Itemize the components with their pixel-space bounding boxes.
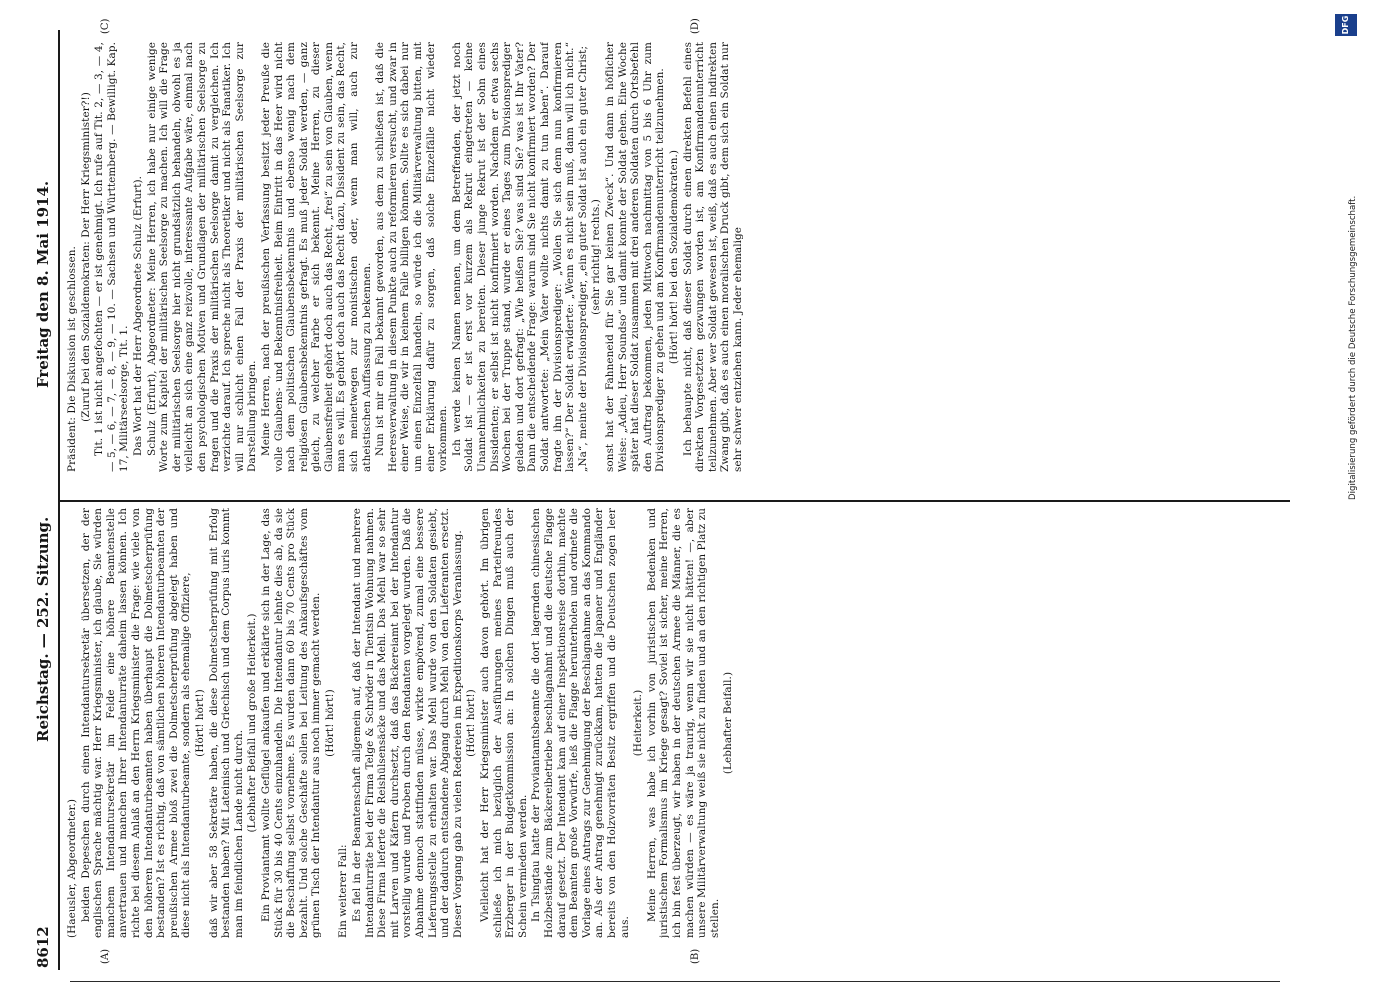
paragraph: sonst hat der Fahneneid für Sie gar keinen Zweck“. Und dann in höflicher Weise: „Adieu, Herr Soundso“ und damit konnte der Soldat gehen. Eine Woche später hat dieser Soldat zusammen mit drei anderen Soldaten durch Ortsbefehl den Auftrag bekommen, jeden Mittwoch nachmittag von 5 bis 6 Uhr zum Divisionsprediger zu gehen und am Konfirmandenunterricht teilzunehmen. (603, 42, 667, 472)
paragraph: Nun ist mir ein Fall bekannt geworden, aus dem zu schließen ist, daß die Heeresverwaltung in diesem Punkte auch zu reformieren versucht, und zwar in einer Weise, die wir in keinem Falle billigen können. Sollte es sich dabei nur um einen Einzelfall handeln, so würde ich die Militärverwaltung bitten, mit einer Erklärung dafür zu sorgen, daß solche Einzelfälle nicht wieder vorkommen. (374, 42, 450, 472)
paragraph: (Hört! hört!) (323, 689, 336, 757)
paragraph: Ich behaupte nicht, daß dieser Soldat durch einen direkten Befehl eines direkten Vorgesetzten gezwungen worden ist, am Konfirmandenunterricht teilzunehmen. Aber wer Soldat gewesen ist, weiß, daß es auch einen indirekten Zwang gibt, daß es auch einen moralischen Druck gibt, dem sich ein Soldat nur sehr schwer entziehen kann. Jeder ehemalige (681, 42, 744, 472)
paragraph: beiden Depeschen durch einen Intendantursekretär übersetzen, der der englischen Sprache mächtig war. Herr Kriegsminister, ich glaube, Sie würden manchem Intendantursekretär im Felde eine höhere Beamtenstelle anvertrauen und manchen Ihrer Intendanturräte daheim lassen können. Ich richte bei diesem Anlaß an den Herrn Kriegsminister die Frage: wie viele von den höheren Intendanturbeamten haben überhaupt die Dolmetscherprüfung bestanden? Ist es richtig, daß von sämtlichen höheren Intendanturbeamten der preußischen Armee bloß zwei die Dolmetscherprüfung abgelegt haben und diese nicht als Intendanturbeamte, sondern als ehemalige Offiziere, (79, 508, 193, 938)
paragraph: Tit. 1 ist nicht angefochten — er ist genehmigt. Ich rufe auf Tit. 2, — 3, — 4, — 5, — 6, — 7, — 8, — 9, — 10. — Sachsen und Württemberg. — Bewilligt. Kap. 17, Militärseelsorge, Tit. 1. (93, 42, 131, 472)
paragraph: Das Wort hat der Herr Abgeordnete Schulz (Erfurt). (131, 175, 144, 456)
paragraph: (Hört! hört!) (193, 689, 206, 757)
paragraph: Schulz (Erfurt), Abgeordneter: Meine Herren, ich habe nur einige wenige Worte zum Kapitel der militärischen Seelsorge zu machen. Ich will die Frage der militärischen Seelsorge hier nicht grundsätzlich behandeln, obwohl es ja vielleicht an sich eine ganz reizvolle, interessante Aufgabe wäre, einmal nach den psychologischen Motiven und Grundlagen der militärischen Seelsorge zu fragen und die Praxis der militärischen Seelsorge damit zu vergleichen. Ich verzichte darauf. Ich spreche nicht als Theoretiker und nicht als Fanatiker. Ich will nur schlicht einen Fall der Praxis der militärischen Seelsorge zur Darstellung bringen. (145, 42, 259, 472)
session-date: Freitag den 8. Mai 1914. (34, 180, 52, 388)
paragraph: Ein Proviantamt wollte Geflügel ankaufen und erklärte sich in der Lage, das Stück für 30 bis 40 Cents einzuhandeln. Die Intendantur lehnte dies ab, da sie die Beschaffung selbst vornehme. Es wurden dann 60 bis 70 Cents pro Stück bezahlt. Und solche Geschäfte sollen bei Leitung des Ankaufsgeschäftes vom grünen Tisch der Intendantur aus noch immer gemacht werden. (259, 508, 323, 938)
margin-letter-b: (B) (690, 948, 701, 964)
margin-letter-a: (A) (100, 948, 111, 964)
paragraph: (Hört! hört!) (465, 689, 478, 757)
paragraph: In Tsingtau hatte der Proviantamtsbeamte die dort lagernden chinesischen Holzbestände zum Bäckereibetriebe beschlagnahmt und die deutsche Flagge darauf gesetzt. Der Intendant kam auf einer Inspektionsreise dorthin, machte dem Beamten große Vorwürfe, ließ die Flagge herunterholen und ordnete die Vorlage eines Antrags zur Genehmigung der Beschlagnahme an das Kommando an. Als der Antrag genehmigt zurückkam, hatten die Japaner und Engländer bereits von den Holzvorräten Besitz ergriffen und die Deutschen zogen leer aus. (530, 508, 631, 938)
digitization-note: Digitalisierung gefördert durch die Deutsche Forschungsgemeinschaft. (1348, 195, 1358, 500)
left-border-line (70, 981, 1280, 982)
paragraph: Ein weiterer Fall: (337, 844, 350, 938)
margin-letter-c: (C) (100, 18, 111, 34)
margin-letter-d: (D) (690, 18, 701, 34)
paragraph: (Heiterkeit.) (632, 689, 645, 757)
paragraph: Präsident: Die Diskussion ist geschlossen. (66, 246, 78, 472)
paragraph: Ich werde keinen Namen nennen, um dem Betreffenden, der jetzt noch Soldat ist — er ist erst vor kurzem als Rekrut eingetreten — keine Unannehmlichkeiten zu bereiten. Dieser junge Rekrut ist der Sohn eines Dissidenten; er selbst ist nicht konfirmiert worden. Nachdem er etwa sechs Wochen bei der Truppe stand, wurde er eines Tages zum Divisionsprediger geladen und dort gefragt: „Wie heißen Sie? was sind Sie? was ist Ihr Vater? Dann die entscheidende Frage: warum sind Sie nicht konfirmiert worden? Der Soldat antwortete: „Mein Vater wollte nichts damit zu tun haben“. Darauf fragte ihn der Divisionsprediger: „Wollen Sie sich denn nun konfirmieren lassen?“ Der Soldat erwiderte: „Wenn es nicht sein muß, dann will ich nicht.“ „Na“, meinte der Divisionsprediger, „ein guter Soldat ist auch ein guter Christ; (450, 42, 589, 472)
paragraph: (Zuruf bei den Sozialdemokraten: Der Herr Kriegsminister?!) (79, 92, 92, 422)
paragraph: (Hört! hört! bei den Sozialdemokraten.) (667, 149, 680, 365)
paragraph: Meine Herren, nach der preußischen Verfassung besitzt jeder Preuße die volle Glaubens- und Bekenntnisfreiheit. Beim Eintritt in das Heer wird nicht nach dem politischen Glaubensbekenntnis und ebenso wenig nach dem religiösen Glaubensbekenntnis gefragt. Es muß jeder Soldat werden, — ganz gleich, zu welcher Farbe er sich bekennt. Meine Herren, zu dieser Glaubensfreiheit gehört doch auch das Recht, „frei“ zu sein von Glauben, wenn man es will. Es gehört doch auch das Recht dazu, Dissident zu sein, das Recht, sich meinetwegen zur monistischen oder, wenn man will, auch zur atheistischen Auffassung zu bekennen. (259, 42, 373, 472)
paragraph: Vielleicht hat der Herr Kriegsminister auch davon gehört. Im übrigen schließe ich mich bezüglich der Ausführungen meines Parteifreundes Erzberger in der Budgetkommission an: In solchen Dingen muß auch der Schein vermieden werden. (479, 508, 529, 938)
paragraph: Meine Herren, was habe ich vorhin von juristischen Bedenken und juristischem Formalismus im Kriege gesagt? Soviel ist sicher, meine Herren, ich bin fest überzeugt, wir haben in der deutschen Armee die Männer, die es machen würden — es wäre ja traurig, wenn wir sie nicht hätten! —, aber unsere Militärverwaltung weiß sie nicht zu finden und an den richtigen Platz zu stellen. (645, 508, 721, 938)
dfg-logo: DFG (1335, 14, 1357, 36)
paragraph: (Haeusler, Abgeordneter.) (66, 798, 78, 938)
paragraph: daß wir aber 58 Sekretäre haben, die diese Dolmetscherprüfung mit Erfolg bestanden haben? Mit Lateinisch und Griechisch und dem Corpus iuris kommt man im feindlichen Lande nicht durch. (207, 508, 245, 938)
paragraph: Es fiel in der Beamtenschaft allgemein auf, daß der Intendant und mehrere Intendanturräte bei der Firma Telge & Schröder in Tientsin Wohnung nahmen. Diese Firma lieferte die Reishülsensäcke und das Mehl. Das Mehl war so sehr mit Larven und Käfern durchsetzt, daß das Bäckereiamt bei der Intendantur vorstellig wurde und Proben durch den Rendanten vorgelegt wurden. Daß die Abnahme dennoch stattfinden müsse, wirkte empörend, zumal eine bessere Lieferungsstelle zu erhalten war. Das Mehl wurde von den Soldaten gesiebt, und der dadurch entstandene Abgang durch Mehl von den Lieferanten ersetzt. Dieser Vorgang gab zu vielen Redereien im Expeditionskorps Veranlassung. (351, 508, 464, 938)
column-divider (60, 500, 1290, 502)
left-text-column (66, 508, 1290, 938)
page-number: 8612 (34, 926, 52, 968)
session-title: Reichstag. — 252. Sitzung. (34, 516, 52, 742)
paragraph: (Lebhafter Beifall.) (722, 671, 735, 775)
paragraph: (sehr richtig! rechts.) (590, 199, 603, 315)
paragraph: (Lebhafter Beifall und große Heiterkeit.) (246, 613, 259, 833)
right-text-column (66, 42, 1290, 472)
